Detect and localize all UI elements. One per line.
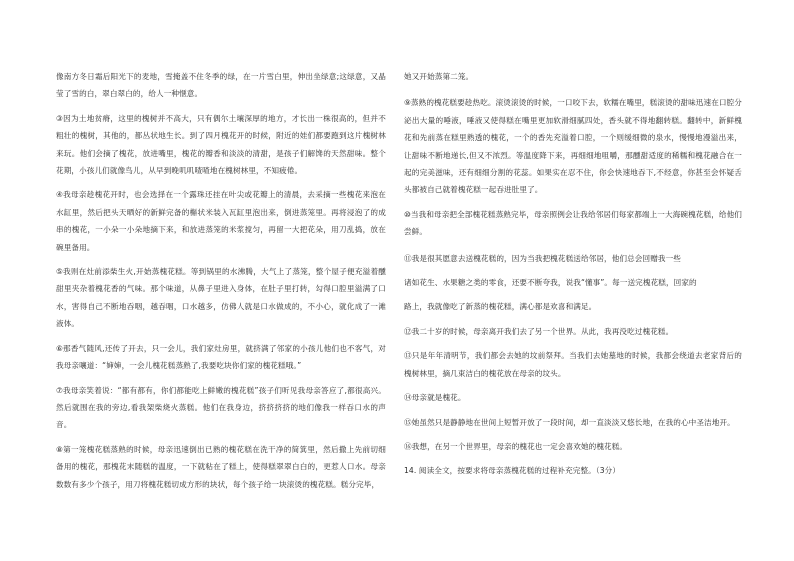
paragraph: ⑪我是很其愿意去送槐花糕的，因为当我把槐花糕送给邻居，他们总会回赠我一些: [404, 253, 681, 263]
paragraph: ⑨蒸熟的槐花糕要趁热吃。滚烫滚烫的时候，一口咬下去，软糯在嘴里，糕滚烫的甜味迅速在口腔分泌出大量的唾液，唾液又使得糕在嘴里更加软滑细腻四处，香头就不得地翻转糕。翻转中，新鲜槐花和先前蒸在糕里熟透的槐花，一个的香先充溢着口腔，一个则缓细微的泉水，慢慢地漫溢出来，让甜味不断地递长,但又不浓烈。等温度降下来，再细细地咀嚼，那醺甜适度的稀糯和槐花融合在一起的完美滋味，还有细细分割的花蕊。如果实在忍不住，你会快速地吞下,不经意，你甚至会怀疑舌头都被自己就着槐花糕一起吞进肚里了。: [404, 98, 742, 195]
paragraph: ⑮她虽然只是静静地在世间上短暂开放了一段时间，却一直淡淡又悠长地，在我的心中圣洁地开。: [404, 417, 735, 427]
paragraph: ⑯我想，在另一个世界里，母亲的槐花也一定会喜欢她的槐花糕。: [404, 441, 628, 451]
paragraph: ⑩当我和母亲把全部槐花糕蒸熟完毕，母亲照例会让我给邻居们每家都端上一大海碗槐花糕，给他们尝鲜。: [404, 209, 742, 237]
left-column: [56, 68, 386, 500]
paragraph: ⑥那香气随风,还传了开去，只一会儿，我们家灶房里，就挤满了邻家的小孩儿他们也不客气，对我母亲嚷道：“婶婶，一会儿槐花糕蒸熟了,我要吃块你们家的槐花糕哦。”: [56, 343, 386, 371]
paragraph: ③因为土地贫瘠，这里的槐树并不高大，只有偶尔土壤深厚的地方，才长出一株很高的，但并不粗壮的槐树，其他的，都丛状地生长。到了四月槐花开的时候，附近的娃们都要跑到这片槐树林来玩。他们会摘了槐花，放进嘴里，槐花的瓣香和淡淡的清甜，是孩子们解馋的天然甜味。整个花期，小孩儿们就像鸟儿，从早到晚叽叽喳喳地在槐树林里，不知疲倦。: [56, 113, 386, 176]
paragraph: ⑭母亲就是槐花。: [404, 393, 466, 403]
paragraph: 像南方冬日霜后阳光下的麦地，雪掩盖不住冬季的绿，在一片雪白里，伸出坐绿意;这绿意，又晶莹了雪的白，翠白翠白的，给人一种惬意。: [56, 72, 386, 99]
paragraph: 她又开始蒸第二笼。: [404, 72, 474, 81]
paragraph: ⑫我二十岁的时候，母亲离开我们去了另一个世界。从此，我再没吃过槐花糕。: [404, 326, 674, 336]
paragraph: ⑬只是年年清明节，我们都会去她的坟前祭拜。当我们去她墓地的时候，我都会绕道去老家背后的槐树林里，摘几束洁白的槐花放在母亲的坟头。: [404, 351, 742, 378]
paragraph: ⑤我则在灶前添柴生火,开始蒸槐花糕。等到锅里的水沸腾，大气上了蒸笼，整个屋子便充溢着醺甜里夹杂着槐花香的气味。那个味道，从鼻子里进入身体，在肚子里打转，勾得口腔里溢满了口水，害得自己不断地吞咽，越吞咽，口水越多，仿佛人就是口水做成的，不小心，就化成了一滩液体。: [56, 267, 386, 329]
paragraph: ④我母亲趁槐花开时，也会选择在一个露珠还挂在叶尖或花瓣上的清晨，去采摘一些槐花来泡在水缸里，然后把头天晒好的新鲜完备的槲状米装入瓦缸里泡出来，倒进蒸笼里。再将浸泡了的成串的槐花，一小朵一小朵地摘下来，和放进蒸笼的米浆搅匀，再留一大把花朵，用刀乱捣，放在碗里备用。: [56, 190, 386, 252]
question-14: 14. 阅读全文，按要求将母亲蒸槐花糕的过程补充完整。（3分）: [404, 466, 621, 476]
paragraph: 路上，我就像吃了新蒸的槐花糕，满心都是欢喜和满足。: [404, 302, 597, 312]
paragraph: 诸如花生、水果糖之类的零食，还要不断夸我，说我“懂事”。每一送完槐花糕，回家的: [404, 278, 697, 288]
right-column: [404, 68, 742, 487]
paragraph: ⑧第一笼槐花糕蒸熟的时候，母亲迅速倒出已熟的槐花糕在洗干净的简箕里，然后撒上先前切细备用的槐花，那槐花末随糕的温度，一下就粘在了糕上，使得糕翠翠白白的，更惹人口水。母亲数数有多少个孩子，用刀将槐花糕切成方形的块状，每个孩子给一块滚烫的槐花糕。糕分完毕，: [56, 444, 386, 489]
paragraph: ⑦我母亲笑着说：“都有都有，你们都能吃上鲜嫩的槐花糕”孩子们听见我母亲答应了,都很高兴。然后就围在我的旁边,看我架柴烧火蒸糕。他们在我身边，挤挤挤挤的地们像我一样吞口水的声音。: [56, 385, 386, 430]
